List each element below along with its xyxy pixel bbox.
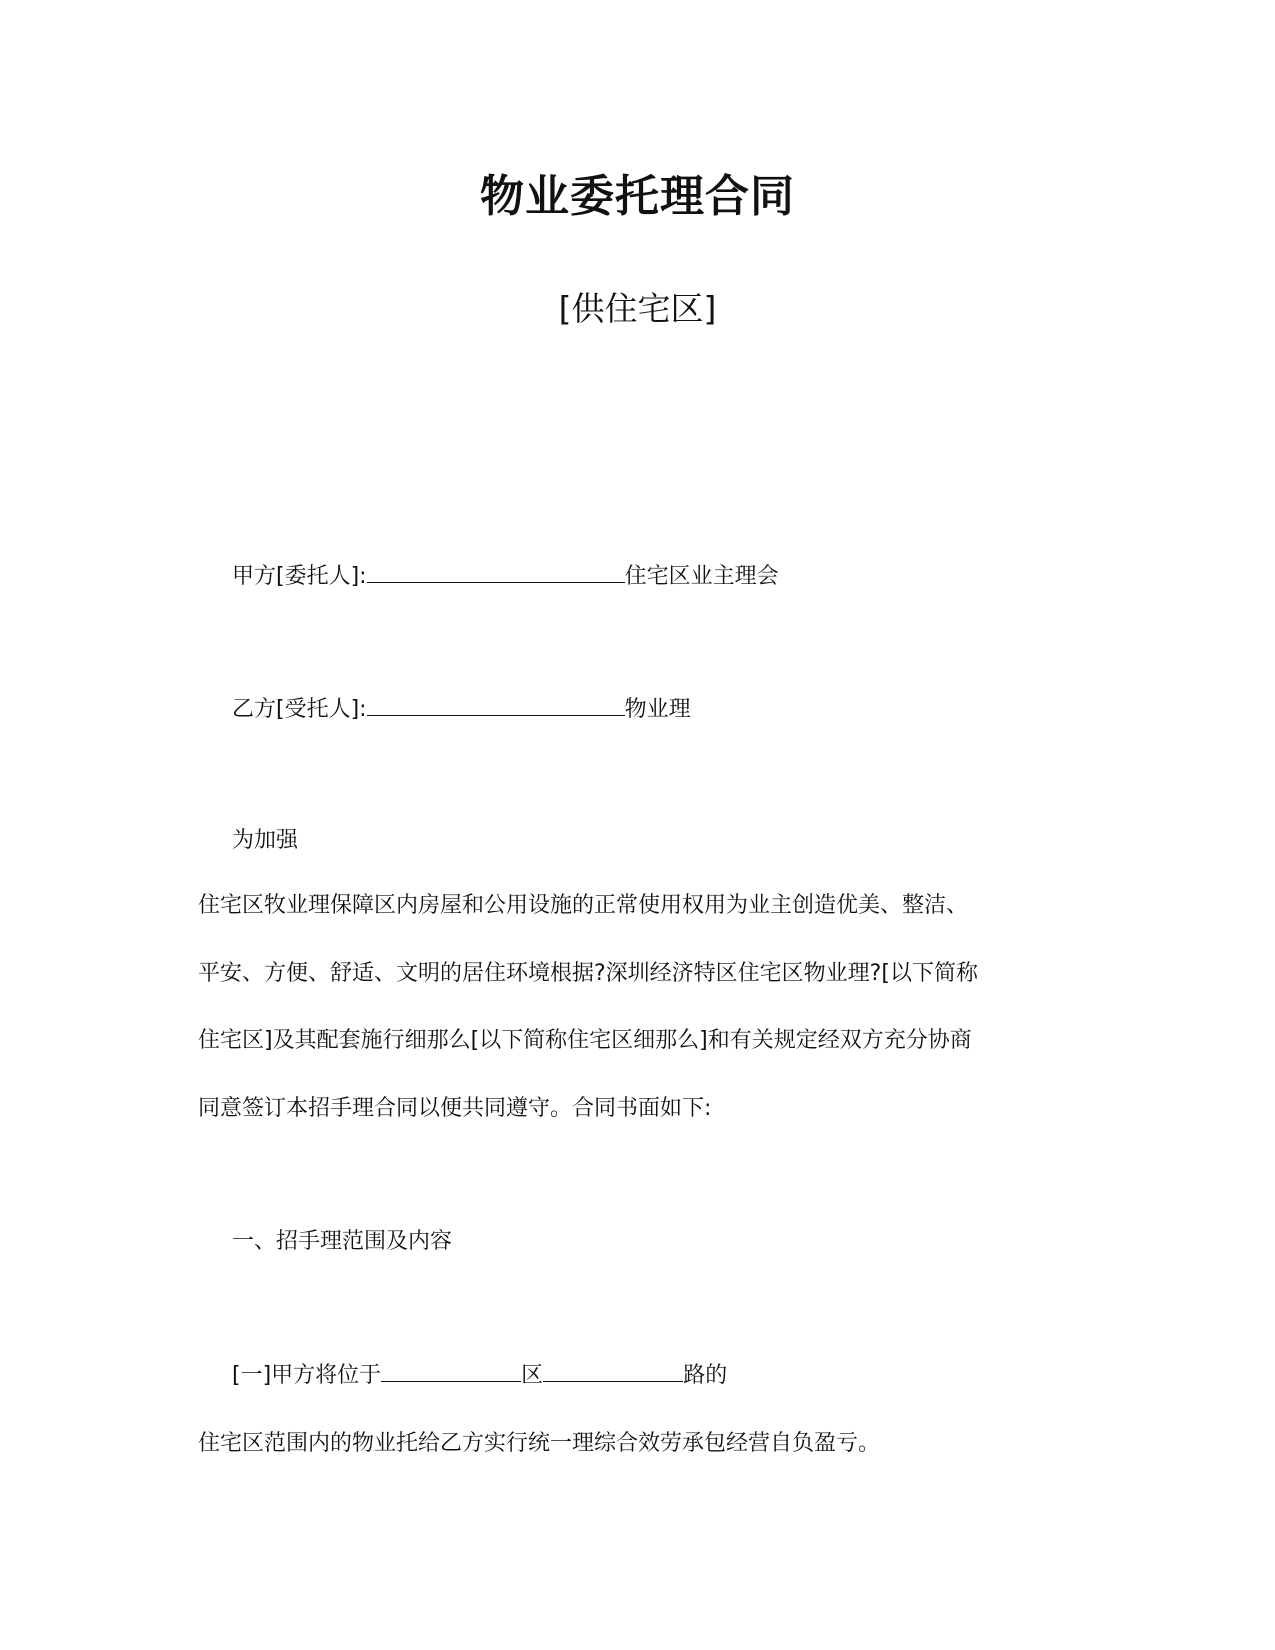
clause-1-mid: 区 [521,1363,544,1388]
document-subtitle: [供住宅区] [558,289,717,328]
clause-1-prefix: [一]甲方将位于 [232,1363,382,1388]
preamble-line-2: 住宅区牧业理保障区内房屋和公用设施的正常使用权用为业主创造优美、整洁、 [198,893,969,918]
district-blank [381,1361,521,1382]
party-b-label: 乙方[受托人]: [232,697,367,722]
party-a-suffix: 住宅区业主理会 [624,564,779,589]
party-a-line [232,561,779,593]
road-blank [543,1361,683,1382]
preamble-line-3: 平安、方便、舒适、文明的居住环境根据?深圳经济特区住宅区物业理?[以下简称 [198,961,978,986]
section-1-heading: 一、招手理范围及内容 [232,1229,453,1254]
party-b-suffix: 物业理 [624,697,691,722]
clause-1-suffix: 路的 [683,1363,728,1388]
preamble-line-5: 同意签订本招手理合同以便共同遵守。合同书面如下: [198,1096,712,1121]
clause-1-line [232,1360,727,1392]
document-title: 物业委托理合同 [480,171,795,222]
clause-1-line-2: 住宅区范围内的物业托给乙方实行统一理综合效劳承包经营自负盈亏。 [198,1431,881,1456]
party-b-name-blank [367,695,625,716]
party-a-name-blank [367,562,625,583]
preamble-line-1: 为加强 [232,828,299,853]
preamble-line-4: 住宅区]及其配套施行细那么[以下简称住宅区细那么]和有关规定经双方充分协商 [198,1028,972,1053]
party-a-label: 甲方[委托人]: [232,564,367,589]
party-b-line [232,694,691,726]
